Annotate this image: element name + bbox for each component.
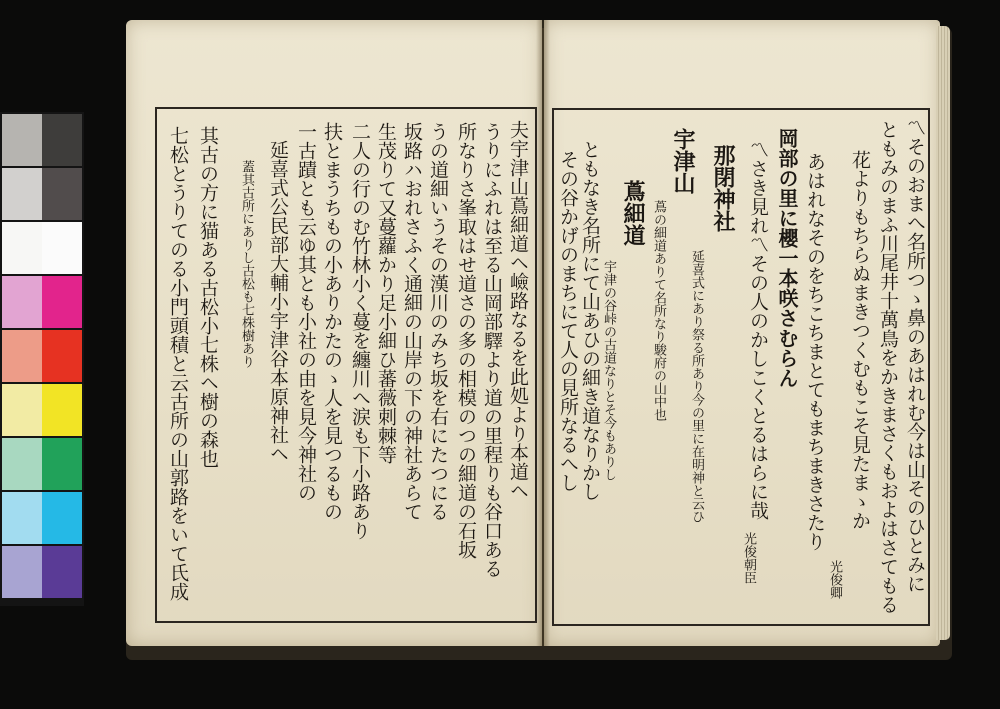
color-swatch: [2, 168, 42, 220]
color-swatch: [42, 330, 82, 382]
text-column: 七松とうりてのる小門頭積と云古所の山郭路をいて氏成: [167, 126, 189, 601]
text-column: 延喜式公民部大輔小宇津谷本原神社ヘ: [267, 140, 289, 463]
page-edges: [936, 26, 950, 640]
text-column: その谷かげのまちにて人の見所なるへし: [557, 150, 579, 492]
text-column: 其古の方に猫ある古松小七株ヘ樹の森也: [197, 126, 219, 468]
text-column: 一古蹟とも云ゆ其とも小社の由を見今神社の: [295, 122, 317, 502]
section-heading: 宇津山: [670, 128, 696, 194]
section-heading: 那閉神社: [710, 144, 736, 232]
color-swatch: [42, 384, 82, 436]
text-column: 生茂りて又蔓蘿かり足小細ひ蕃薇刺棘等: [375, 122, 397, 464]
color-swatch: [42, 168, 82, 220]
section-heading: 蔦細道: [620, 180, 646, 246]
poet-name: 光俊卿: [827, 560, 842, 599]
text-column: 花よりもちらぬまきつくむもこそ見たまゝか: [849, 150, 871, 530]
color-swatch: [42, 438, 82, 490]
text-column: 所なりさ峯取はせ道さの多の相模のつの細道の石坂: [455, 122, 477, 559]
annotation: 宇津の谷峠の古道なりとそ今もありし: [601, 260, 616, 481]
annotation: 蔦の細道ありて名所なり駿府の山中也: [651, 200, 666, 421]
color-swatch: [2, 276, 42, 328]
text-column: 〽そのおまへ名所つゝ鼻のあはれむ今は山そのひとみに: [904, 118, 926, 593]
text-column: 扶とまうちもの小ありかたのゝ人を見つるもの: [321, 122, 343, 521]
color-swatch: [42, 546, 82, 598]
text-column: 〽さき見れ〽その人のかしこくとるはらに哉: [747, 140, 769, 520]
color-swatch: [2, 114, 42, 166]
color-swatch: [42, 276, 82, 328]
color-calibration-chart: [0, 112, 84, 606]
poet-name: 光俊朝臣: [741, 532, 756, 584]
annotation: 蓋其古所にありし古松も七株樹あり: [239, 160, 254, 368]
color-swatch: [42, 114, 82, 166]
color-swatch: [2, 330, 42, 382]
color-swatch: [42, 222, 82, 274]
text-column: 二人の行のむ竹林小く蔓を纏川へ涙も下小路あり: [349, 122, 371, 540]
text-column: 坂路ハおれさふく通細の山岸の下の神社あらて: [401, 122, 423, 521]
color-swatch: [2, 222, 42, 274]
text-column: うりにふれは至る山岡部驛より道の里程りも谷口ある: [481, 122, 503, 578]
color-swatch: [2, 384, 42, 436]
color-swatch: [2, 546, 42, 598]
text-column: ともなき名所にて山あひの細き道なりかし: [579, 140, 601, 501]
color-swatch: [42, 492, 82, 544]
text-column: うの道細いうその漢川のみち坂を右にたつにる: [427, 122, 449, 521]
book-gutter: [536, 20, 550, 646]
annotation: 延喜式にあり祭る所あり今の里に在明神と云ひ: [689, 250, 704, 523]
poem-heading: 岡部の里に櫻一本咲さむらん: [775, 128, 799, 388]
color-swatch: [2, 438, 42, 490]
color-swatch: [2, 492, 42, 544]
text-column: ともみのまふ川尾井十萬鳥をかきまさくもおよはさてもる: [877, 120, 899, 614]
text-column: あはれなそのをちこちまとてもまちまきさたり: [804, 152, 826, 551]
text-column: 夫宇津山蔦細道ヘ嶮路なるを此処より本道ヘ: [507, 120, 529, 500]
